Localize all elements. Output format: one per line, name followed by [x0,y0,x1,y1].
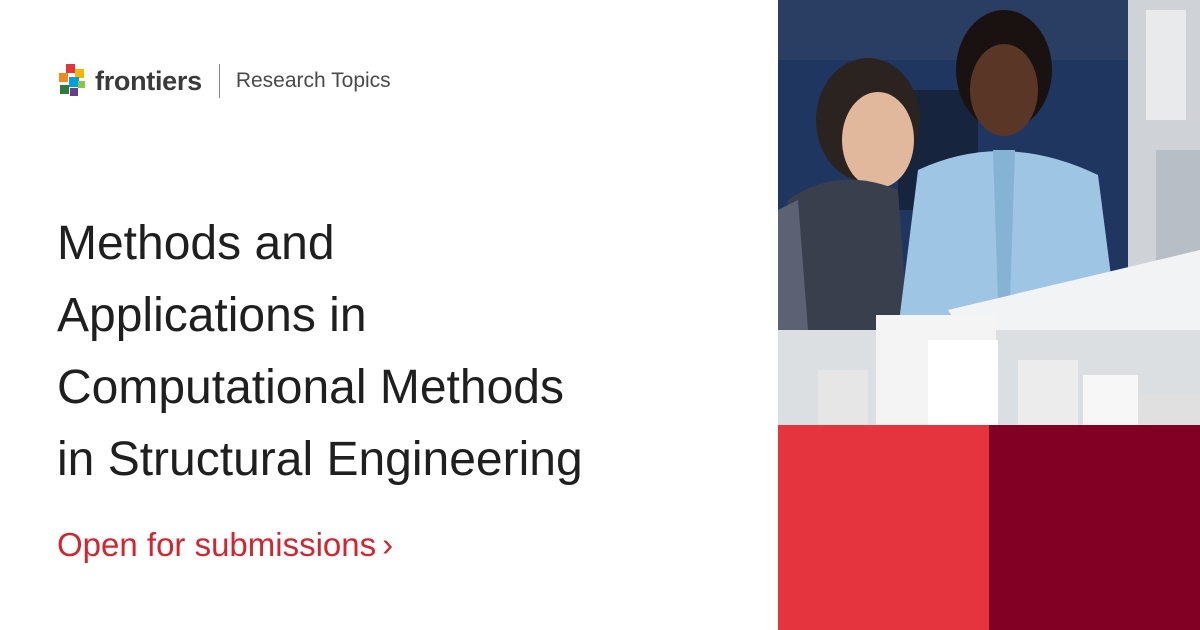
title-line: Computational Methods [57,361,564,414]
hero-photo [778,0,1200,425]
open-for-submissions-link[interactable] [57,526,393,564]
brand-divider [219,64,220,98]
title-line: Applications in [57,289,367,342]
chevron-right-icon: › [382,526,394,563]
page-title [57,208,747,496]
brand-name: frontiers [95,65,202,96]
brand-header[interactable] [57,62,391,100]
title-line: Methods and [57,217,335,270]
accent-block-red [778,425,989,630]
hero-photo-illustration [778,0,1200,425]
accent-block-maroon [989,425,1200,630]
frontiers-logo-icon [57,64,87,98]
title-line: in Structural Engineering [57,433,583,486]
brand-section-label: Research Topics [235,69,391,92]
cta-label: Open for submissions [57,526,377,563]
